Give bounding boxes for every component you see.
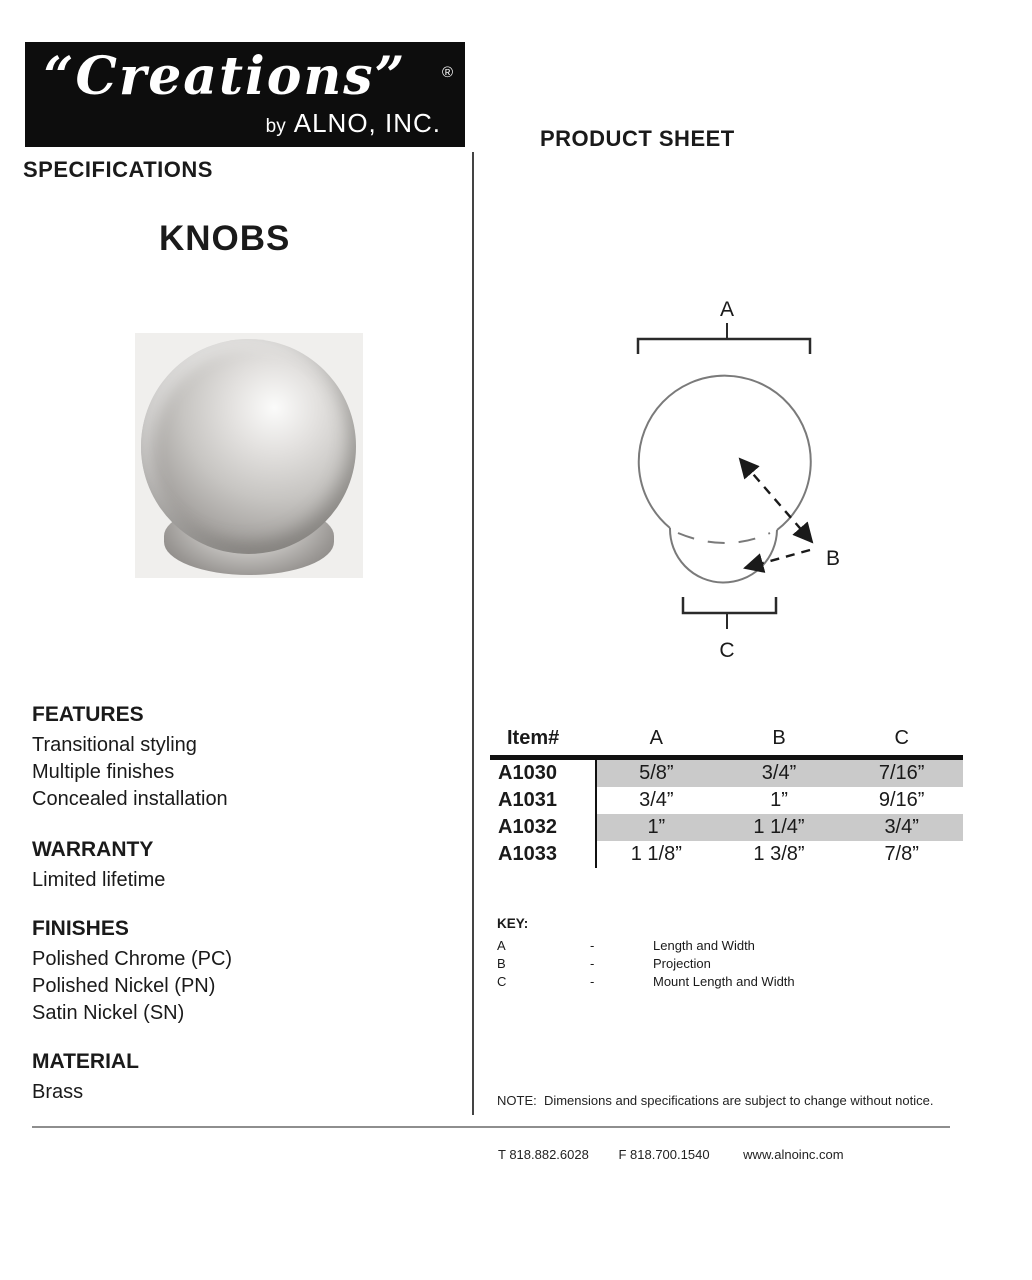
section-title: WARRANTY (32, 838, 154, 861)
key-entry (497, 954, 795, 972)
row-values (595, 841, 963, 868)
item-number: A1030 (490, 760, 595, 787)
row-values (595, 814, 963, 841)
projection-arrow-lower (745, 550, 810, 568)
knob-outline-circle (639, 376, 811, 530)
section-item: Satin Nickel (SN) (32, 1002, 185, 1024)
category-title: KNOBS (159, 219, 291, 258)
key-letter: B (497, 955, 506, 971)
section-item: Transitional styling (32, 734, 197, 756)
website-url: www.alnoinc.com (743, 1147, 844, 1162)
section-item: Multiple finishes (32, 761, 175, 783)
brand-name: “Creations” (43, 46, 407, 107)
bracket-a (638, 339, 810, 354)
item-number: A1032 (490, 814, 595, 841)
value-a: 1” (647, 816, 666, 838)
value-c: 9/16” (878, 789, 925, 811)
table-row (490, 814, 963, 841)
value-a: 3/4” (639, 789, 674, 811)
key-dash: - (590, 973, 595, 989)
row-values (595, 760, 963, 787)
table-body (490, 760, 963, 868)
brand-byline (266, 108, 441, 139)
diagram-label-c: C (719, 639, 735, 662)
table-row (490, 760, 963, 787)
key-title: KEY: (497, 916, 529, 931)
dimensions-table (490, 727, 963, 868)
contact-footer (498, 1147, 844, 1162)
mount-hidden-dashed-arc (678, 533, 770, 543)
section-item: Brass (32, 1081, 84, 1103)
key-description: Mount Length and Width (653, 973, 795, 989)
key-dash: - (590, 937, 595, 953)
value-a: 1 1/8” (630, 843, 682, 865)
key-dash: - (590, 955, 595, 971)
byline-company: ALNO, INC. (293, 108, 441, 138)
vertical-divider (472, 152, 474, 1115)
registered-trademark-icon: ® (441, 64, 453, 81)
bracket-c (683, 597, 776, 613)
key-legend (497, 916, 795, 990)
section-item: Polished Nickel (PN) (32, 975, 216, 997)
dimension-diagram (555, 288, 885, 673)
knob-product-photo (135, 333, 363, 578)
value-b: 1 3/8” (753, 843, 805, 865)
value-c: 7/16” (878, 762, 925, 784)
key-letter: C (497, 973, 507, 989)
table-row (490, 787, 963, 814)
knob-ball (141, 339, 356, 554)
diagram-label-b: B (826, 547, 841, 570)
material-section (32, 1050, 139, 1106)
column-header-c: C (894, 727, 909, 749)
disclaimer-note: NOTE: Dimensions and specifications are subject to change without notice. (497, 1093, 934, 1108)
key-letter: A (497, 937, 506, 953)
column-header-a: A (649, 727, 663, 749)
key-description: Length and Width (653, 937, 755, 953)
key-entry (497, 972, 795, 990)
column-header-item: Item# (507, 727, 560, 749)
diagram-label-a: A (719, 298, 735, 321)
value-c: 3/4” (884, 816, 919, 838)
section-item: Limited lifetime (32, 869, 166, 891)
phone-fax: F 818.700.1540 (618, 1147, 710, 1162)
value-b: 3/4” (761, 762, 797, 784)
phone-telephone: T 818.882.6028 (498, 1147, 589, 1162)
row-values (595, 787, 963, 814)
section-title: MATERIAL (32, 1050, 139, 1073)
value-c: 7/8” (884, 843, 919, 865)
specifications-title: SPECIFICATIONS (23, 157, 213, 182)
footer-rule (32, 1126, 950, 1128)
product-sheet-title: PRODUCT SHEET (540, 126, 735, 151)
table-column-divider (595, 760, 597, 868)
features-section (32, 703, 228, 813)
item-number: A1033 (490, 841, 595, 868)
column-header-b: B (772, 727, 786, 749)
key-entry (497, 936, 795, 954)
warranty-section (32, 838, 165, 894)
table-row (490, 841, 963, 868)
finishes-section (32, 917, 232, 1027)
value-b: 1 1/4” (753, 816, 805, 838)
brand-logo (25, 42, 465, 147)
section-title: FINISHES (32, 917, 129, 940)
table-header-row (490, 727, 963, 760)
section-title: FEATURES (32, 703, 144, 726)
section-item: Concealed installation (32, 788, 228, 810)
item-number: A1031 (490, 787, 595, 814)
key-description: Projection (653, 955, 711, 971)
section-item: Polished Chrome (PC) (32, 948, 233, 970)
value-b: 1” (770, 789, 788, 811)
byline-by: by (265, 116, 286, 137)
value-a: 5/8” (639, 762, 674, 784)
